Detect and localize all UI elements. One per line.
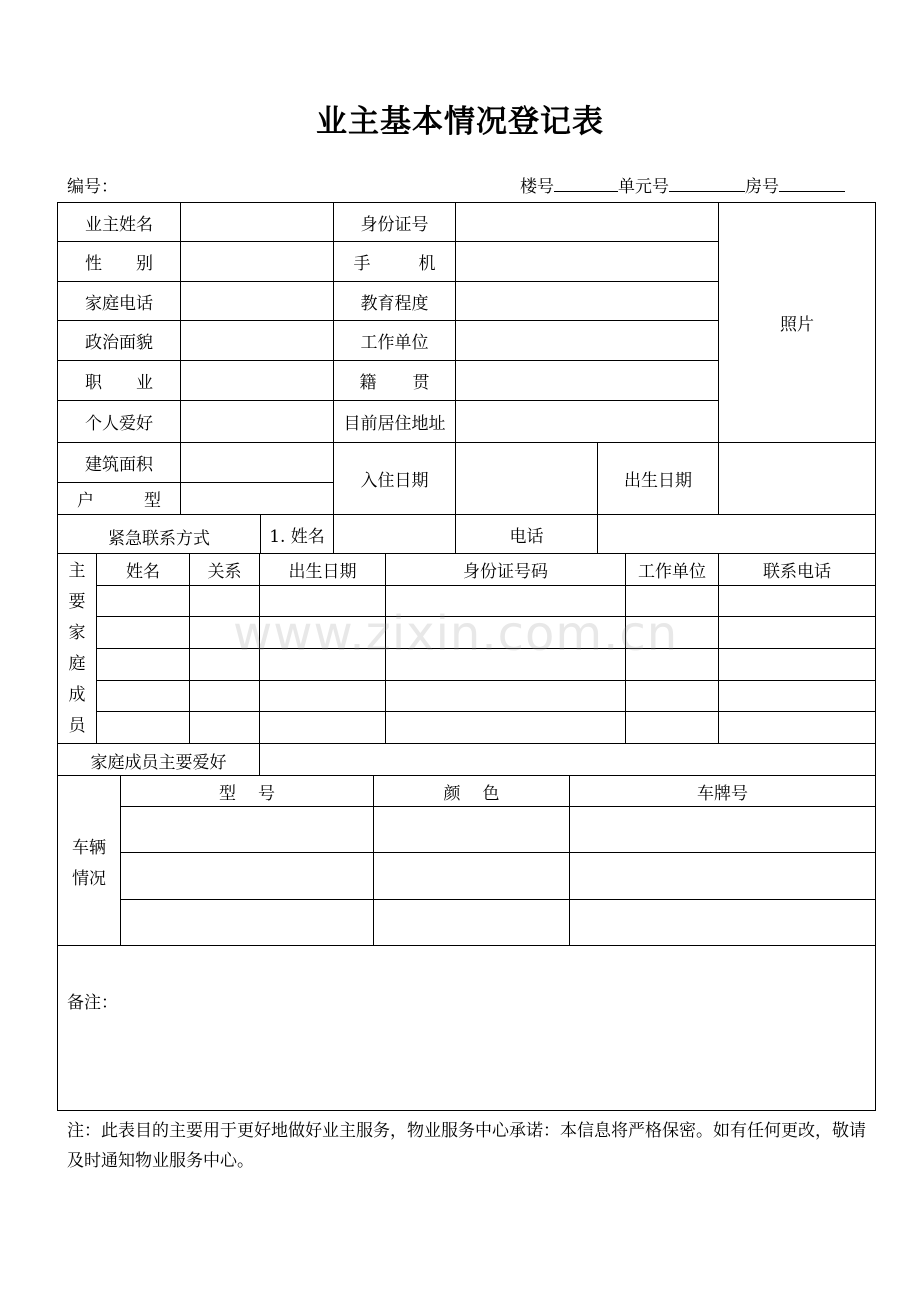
- emergency-phone-label: 电话: [509, 526, 544, 547]
- building-unit-room-line: [520, 172, 845, 197]
- emergency-name-input[interactable]: [334, 515, 455, 553]
- table-row[interactable]: [97, 586, 875, 616]
- building-area-input[interactable]: [181, 443, 333, 482]
- home-phone-input[interactable]: [181, 282, 333, 320]
- family-col-name: 姓名: [126, 562, 160, 582]
- emergency-phone-input[interactable]: [598, 515, 875, 553]
- vehicle-col-color: [374, 776, 569, 806]
- occupation-label-char-2: 业: [136, 373, 153, 393]
- birth-date-input[interactable]: [719, 443, 875, 514]
- emergency-name-label: 1. 姓名: [269, 526, 325, 547]
- family-col-workplace: 工作单位: [638, 562, 706, 582]
- family-members-side-label: [58, 556, 96, 742]
- gender-input[interactable]: [181, 242, 333, 281]
- vehicle-col-plate: 车牌号: [697, 783, 748, 804]
- occupation-input[interactable]: [181, 361, 333, 400]
- education-input[interactable]: [456, 282, 718, 320]
- hobby-input[interactable]: [181, 401, 333, 442]
- family-side-char-6: 员: [68, 716, 86, 736]
- mobile-label: [334, 242, 455, 281]
- native-place-label-char-1: 籍: [359, 373, 377, 393]
- serial-number-label: 编号：: [67, 177, 118, 197]
- move-in-date-input[interactable]: [456, 443, 597, 514]
- footnote: 注：此表目的主要用于更好地做好业主服务，物业服务中心承诺：本信息将严格保密。如有任何更改，敬请及时通知物业服务中心。: [67, 1121, 866, 1171]
- vehicle-col-model: [121, 776, 373, 806]
- emergency-contact-label: 紧急联系方式: [108, 528, 210, 549]
- move-in-date-label: 入住日期: [360, 471, 429, 491]
- unit-type-label-char-2: 型: [144, 491, 161, 511]
- family-side-char-2: 要: [68, 592, 86, 612]
- vehicle-model-char-2: 号: [258, 783, 275, 804]
- native-place-input[interactable]: [456, 361, 718, 400]
- family-hobby-input[interactable]: [260, 744, 875, 775]
- room-label: 房号: [745, 177, 779, 197]
- native-place-label: [334, 361, 455, 400]
- building-blank[interactable]: [554, 174, 618, 192]
- table-row[interactable]: [121, 807, 875, 852]
- vehicle-model-char-1: 型: [219, 783, 236, 804]
- table-row[interactable]: [97, 681, 875, 711]
- family-col-phone: 联系电话: [763, 562, 831, 582]
- mobile-label-char-2: 机: [418, 254, 436, 274]
- workplace-input[interactable]: [456, 321, 718, 360]
- mobile-input[interactable]: [456, 242, 718, 281]
- unit-type-input[interactable]: [181, 483, 333, 514]
- id-number-input[interactable]: [456, 203, 718, 241]
- photo-box[interactable]: 照片: [780, 315, 814, 335]
- family-side-char-4: 庭: [68, 654, 86, 674]
- form-title: 业主基本情况登记表: [316, 104, 604, 140]
- room-blank[interactable]: [779, 174, 845, 192]
- table-row[interactable]: [121, 900, 875, 945]
- vehicle-color-char-2: 色: [482, 783, 500, 804]
- workplace-label: 工作单位: [360, 333, 429, 353]
- political-status-label: 政治面貌: [85, 333, 153, 353]
- id-number-label: 身份证号: [360, 214, 429, 235]
- family-hobby-label: 家庭成员主要爱好: [90, 753, 227, 773]
- building-area-label: 建筑面积: [85, 455, 153, 475]
- table-row[interactable]: [97, 649, 875, 680]
- home-phone-label: 家庭电话: [85, 293, 153, 314]
- owner-name-input[interactable]: [181, 203, 333, 241]
- building-label: 楼号: [520, 177, 554, 197]
- vehicle-side-label: [58, 833, 120, 895]
- family-col-id-number: 身份证号码: [463, 562, 548, 582]
- family-col-relation: 关系: [207, 562, 242, 582]
- table-row[interactable]: [121, 853, 875, 899]
- remarks-input[interactable]: [58, 946, 875, 1110]
- family-side-char-3: 家: [68, 623, 86, 643]
- education-label: 教育程度: [360, 293, 429, 314]
- gender-label-char-1: 性: [85, 254, 102, 274]
- unit-type-label: [58, 483, 180, 514]
- gender-label: [58, 242, 180, 281]
- unit-type-label-char-1: 户: [77, 491, 94, 511]
- current-address-input[interactable]: [456, 401, 718, 442]
- vehicle-side-line-2: 情况: [72, 869, 106, 889]
- table-row[interactable]: [97, 712, 875, 743]
- gender-label-char-2: 别: [136, 254, 153, 274]
- owner-name-label: 业主姓名: [85, 214, 153, 235]
- political-status-input[interactable]: [181, 321, 333, 360]
- unit-blank[interactable]: [669, 174, 745, 192]
- table-row[interactable]: [97, 617, 875, 648]
- watermark: www.zixin.com.cn: [233, 606, 679, 662]
- family-side-char-5: 成: [68, 685, 86, 705]
- occupation-label: [58, 361, 180, 400]
- native-place-label-char-2: 贯: [412, 373, 430, 393]
- occupation-label-char-1: 职: [85, 373, 102, 393]
- vehicle-side-line-1: 车辆: [72, 838, 106, 858]
- current-address-label: 目前居住地址: [343, 414, 446, 434]
- vehicle-color-char-1: 颜: [443, 783, 461, 804]
- remarks-label: 备注：: [67, 992, 118, 1013]
- unit-label: 单元号: [618, 177, 669, 197]
- family-col-birth-date: 出生日期: [288, 562, 357, 582]
- birth-date-label: 出生日期: [624, 471, 692, 491]
- family-side-char-1: 主: [68, 561, 86, 581]
- hobby-label: 个人爱好: [85, 414, 153, 434]
- mobile-label-char-1: 手: [353, 254, 371, 274]
